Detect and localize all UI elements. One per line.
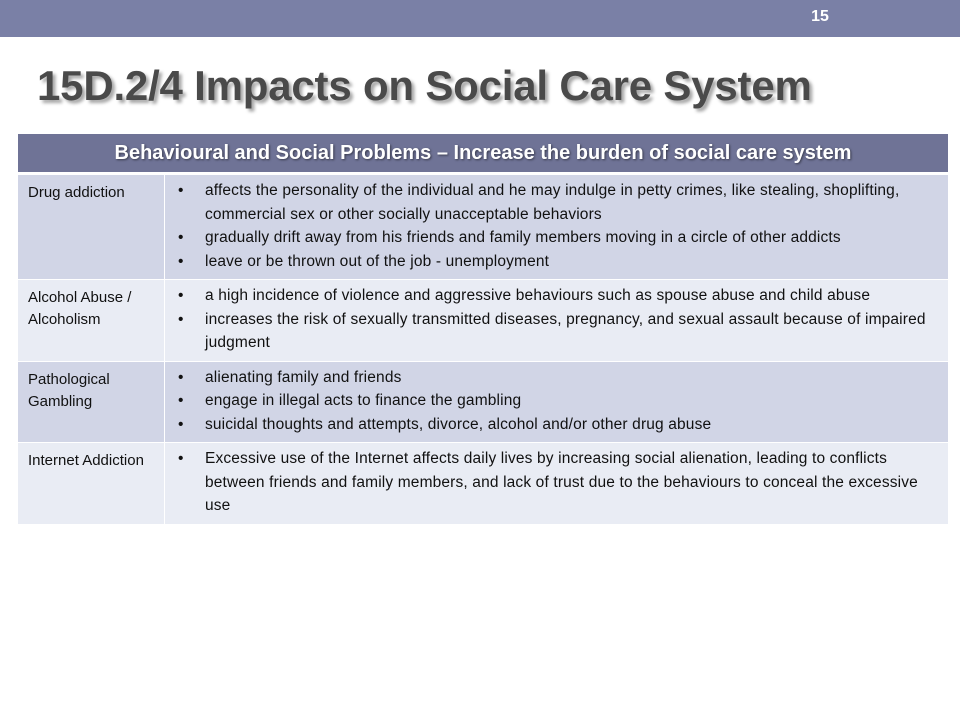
table-row xyxy=(18,443,948,525)
category-cell: Drug addiction xyxy=(18,175,165,279)
table-row xyxy=(18,175,948,280)
bullet-list xyxy=(165,362,948,443)
bullet-list xyxy=(165,175,948,279)
list-item: • suicidal thoughts and attempts, divorce, alcohol and/or other drug abuse xyxy=(165,413,944,437)
top-bar xyxy=(0,0,960,37)
list-item: • a high incidence of violence and aggressive behaviours such as spouse abuse and child abuse xyxy=(165,284,944,308)
list-item: • alienating family and friends xyxy=(165,366,944,390)
bullet-list xyxy=(165,280,948,361)
table-row xyxy=(18,280,948,362)
category-cell: Alcohol Abuse / Alcoholism xyxy=(18,280,165,361)
list-item: • gradually drift away from his friends and family members moving in a circle of other addicts xyxy=(165,226,944,250)
category-cell: Internet Addiction xyxy=(18,443,165,524)
list-item: • Excessive use of the Internet affects daily lives by increasing social alienation, leading to conflicts between friends and family members, and lack of trust due to the behaviours to conceal the excessive use xyxy=(165,447,944,518)
slide-number: 15 xyxy=(811,8,829,25)
page-title: 15D.2/4 Impacts on Social Care System xyxy=(37,62,812,109)
table-row xyxy=(18,362,948,444)
list-item: • affects the personality of the individual and he may indulge in petty crimes, like stealing, shoplifting, commercial sex or other socially unacceptable behaviors xyxy=(165,179,944,226)
list-item: • leave or be thrown out of the job - unemployment xyxy=(165,250,944,274)
impacts-table xyxy=(18,134,948,525)
list-item: • engage in illegal acts to finance the gambling xyxy=(165,389,944,413)
bullet-list xyxy=(165,443,948,524)
table-header: Behavioural and Social Problems – Increase the burden of social care system xyxy=(18,134,948,175)
list-item: • increases the risk of sexually transmitted diseases, pregnancy, and sexual assault because of impaired judgment xyxy=(165,308,944,355)
category-cell: Pathological Gambling xyxy=(18,362,165,443)
